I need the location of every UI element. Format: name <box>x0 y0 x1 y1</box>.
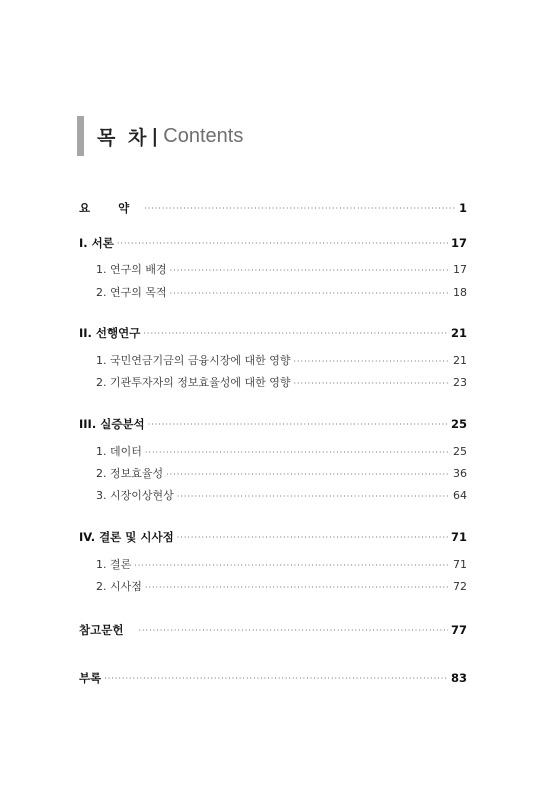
toc-entry-page: 77 <box>450 623 467 637</box>
toc-entry-label: 3. 시장이상현상 <box>96 489 174 502</box>
dot-leader <box>117 238 448 250</box>
toc-entry-page: 71 <box>450 530 467 544</box>
dot-leader <box>294 356 451 368</box>
dot-leader <box>294 378 451 390</box>
dot-leader <box>138 625 448 637</box>
toc-entry-label: 부록 <box>79 671 102 685</box>
toc-entry-section[interactable] <box>79 463 467 481</box>
toc-entry-page: 36 <box>453 467 467 480</box>
toc-entry-page: 18 <box>453 286 467 299</box>
dot-leader <box>148 419 448 431</box>
toc-entry-section[interactable] <box>79 441 467 459</box>
title-english: Contents <box>163 124 244 147</box>
toc-entry-page: 64 <box>453 489 467 502</box>
toc-entry-label: 2. 정보효율성 <box>96 467 164 480</box>
dot-leader <box>145 447 450 459</box>
toc-entry-section[interactable] <box>79 282 467 300</box>
dot-leader <box>170 265 450 277</box>
toc-entry-page: 71 <box>453 558 467 571</box>
dot-leader <box>104 673 448 685</box>
header-accent-bar <box>77 116 84 156</box>
toc-entry-label: III. 실증분석 <box>79 417 145 431</box>
dot-leader <box>143 328 448 340</box>
toc-entry-appendix[interactable] <box>79 667 467 685</box>
toc-entry-label: II. 선행연구 <box>79 326 141 340</box>
toc-entry-chapter-1[interactable] <box>79 232 467 250</box>
toc-entry-chapter-4[interactable] <box>79 526 467 544</box>
toc-entry-section[interactable] <box>79 554 467 572</box>
toc-entry-page: 21 <box>450 326 467 340</box>
toc-entry-label: 1. 결론 <box>96 558 132 571</box>
title-separator: | <box>151 125 159 147</box>
dot-leader <box>177 532 448 544</box>
dot-leader <box>145 582 450 594</box>
toc-entry-page: 17 <box>453 263 467 276</box>
toc-entry-page: 25 <box>450 417 467 431</box>
toc-entry-label: IV. 결론 및 시사점 <box>79 530 174 544</box>
dot-leader <box>144 203 456 215</box>
toc-entry-label: 2. 기관투자자의 정보효율성에 대한 영향 <box>96 376 291 389</box>
toc-entry-summary[interactable] <box>79 197 467 215</box>
toc-entry-page: 17 <box>450 236 467 250</box>
toc-entry-page: 25 <box>453 445 467 458</box>
toc-entry-chapter-2[interactable] <box>79 322 467 340</box>
toc-entry-page: 21 <box>453 354 467 367</box>
toc-entry-page: 72 <box>453 580 467 593</box>
toc-entry-label: 1. 연구의 배경 <box>96 263 167 276</box>
dot-leader <box>134 560 450 572</box>
toc-header <box>77 116 243 156</box>
toc-entry-page: 23 <box>453 376 467 389</box>
dot-leader <box>170 288 450 300</box>
toc-entry-label: 참고문헌 <box>79 623 124 637</box>
dot-leader <box>166 469 450 481</box>
toc-entry-label: 2. 시사점 <box>96 580 142 593</box>
toc-entry-section[interactable] <box>79 259 467 277</box>
toc-entry-section[interactable] <box>79 372 467 390</box>
toc-entry-label: 요 약 <box>79 201 142 215</box>
toc-entry-label: 2. 연구의 목적 <box>96 286 167 299</box>
toc-entry-section[interactable] <box>79 576 467 594</box>
toc-entry-references[interactable] <box>79 619 467 637</box>
toc-entry-label: 1. 국민연금기금의 금융시장에 대한 영향 <box>96 354 291 367</box>
title-korean: 목 차 <box>97 126 150 149</box>
toc-entry-label: 1. 데이터 <box>96 445 142 458</box>
toc-entry-page: 1 <box>458 201 467 215</box>
toc-entry-label: I. 서론 <box>79 236 114 250</box>
dot-leader <box>177 491 450 503</box>
toc-entry-page: 83 <box>450 671 467 685</box>
toc-entry-section[interactable] <box>79 485 467 503</box>
toc-entry-chapter-3[interactable] <box>79 413 467 431</box>
toc-entry-section[interactable] <box>79 350 467 368</box>
